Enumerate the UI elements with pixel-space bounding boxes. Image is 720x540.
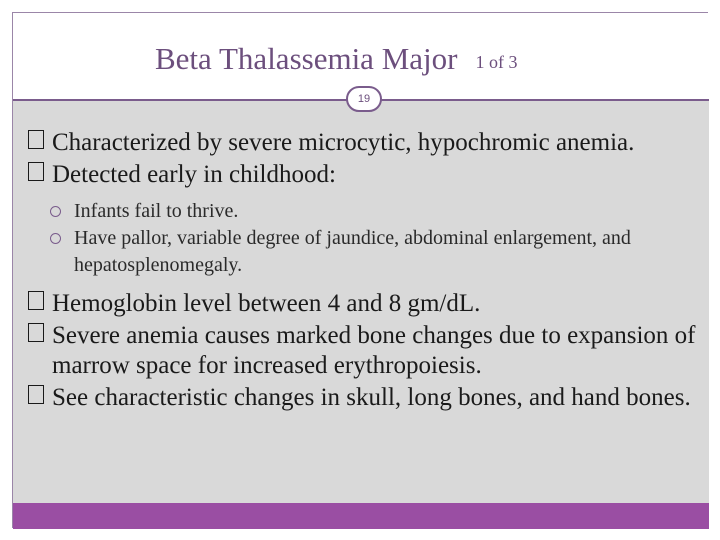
square-bullet-icon xyxy=(28,162,44,181)
circle-bullet-icon xyxy=(50,206,61,217)
sub-bullet-list xyxy=(28,198,698,279)
sub-bullet-text: Have pallor, variable degree of jaundice, abdominal enlargement, and hepatosplenomegaly. xyxy=(74,227,631,276)
bullet-item xyxy=(28,289,698,319)
slide-number: 19 xyxy=(357,93,371,105)
sub-bullet-item xyxy=(28,198,698,225)
square-bullet-icon xyxy=(28,130,44,149)
bullet-item xyxy=(28,160,698,190)
bullet-text: See characteristic changes in skull, long bones, and hand bones. xyxy=(52,384,691,411)
square-bullet-icon xyxy=(28,323,44,342)
slide-title-suffix: 1 of 3 xyxy=(475,52,518,72)
bullet-list xyxy=(28,128,698,415)
sub-bullet-item xyxy=(28,225,698,279)
slide-title xyxy=(155,41,517,77)
square-bullet-icon xyxy=(28,291,44,310)
circle-bullet-icon xyxy=(50,233,61,244)
bullet-item xyxy=(28,321,698,381)
slide-number-badge xyxy=(346,86,382,112)
bullet-text: Detected early in childhood: xyxy=(52,161,336,188)
sub-bullet-text: Infants fail to thrive. xyxy=(74,200,239,222)
bullet-text: Characterized by severe microcytic, hypochromic anemia. xyxy=(52,129,635,156)
bottom-bar xyxy=(13,503,709,529)
bullet-text: Severe anemia causes marked bone changes due to expansion of marrow space for increased erythropoiesis. xyxy=(52,322,696,379)
bullet-item xyxy=(28,128,698,158)
square-bullet-icon xyxy=(28,385,44,404)
bullet-text: Hemoglobin level between 4 and 8 gm/dL. xyxy=(52,290,481,317)
bullet-item xyxy=(28,383,698,413)
slide-title-text: Beta Thalassemia Major xyxy=(155,41,458,76)
